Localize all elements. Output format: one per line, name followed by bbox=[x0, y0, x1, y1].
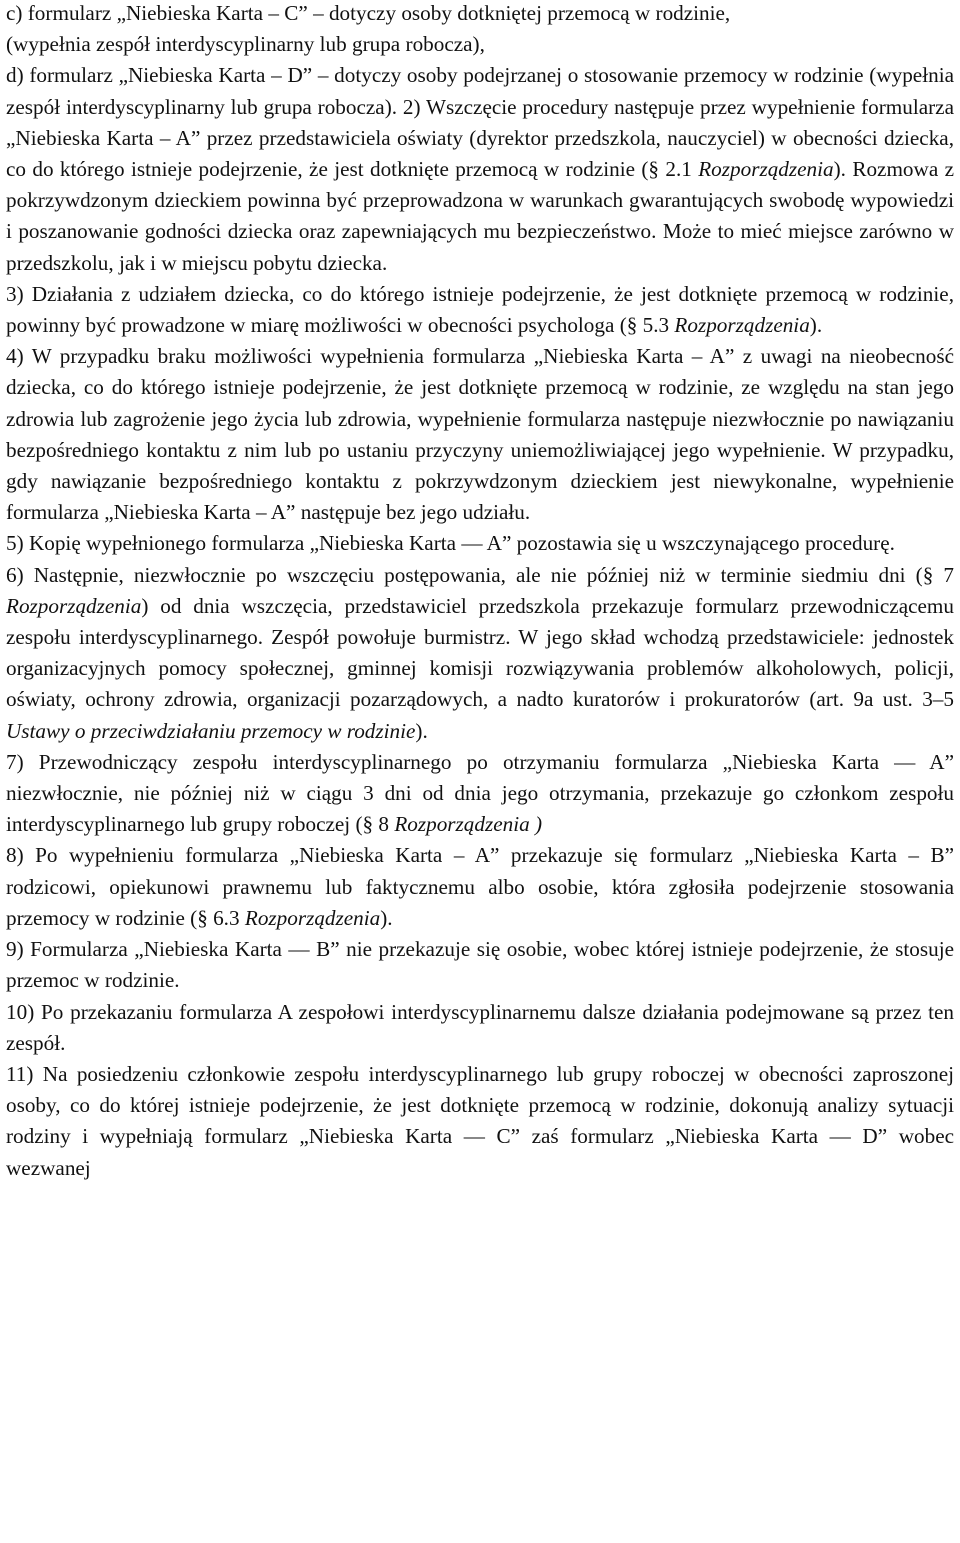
paragraph-11 bbox=[6, 1059, 954, 1184]
paragraph-text-tail: ). bbox=[380, 905, 393, 930]
paragraph-d-and-2 bbox=[6, 60, 954, 278]
paragraph-c-note bbox=[6, 29, 954, 60]
paragraph-text: 10) Po przekazaniu formularza A zespołowi interdyscyplinarnemu dalsze działania podejmowane są przez ten zespół. bbox=[6, 999, 954, 1055]
paragraph-text-tail: ). bbox=[415, 718, 428, 743]
paragraph-c bbox=[6, 0, 954, 29]
citation-italic-law: Ustawy o przeciwdziałaniu przemocy w rodzinie bbox=[6, 718, 416, 743]
paragraph-text: 9) Formularza „Niebieska Karta — B” nie przekazuje się osobie, wobec której istnieje podejrzenie, że stosuje przemoc w rodzinie. bbox=[6, 937, 954, 993]
paragraph-text: 11) Na posiedzeniu członkowie zespołu interdyscyplinarnego lub grupy roboczej w obecności zaproszonej osoby, co do której istnieje podejrzenie, że jest dotknięte przemocą w rodzinie, dokonują analizy sytuacji rodziny i wypełniają formularz „Niebieska Karta — C” zaś formularz „Niebieska Karta — D” wobec wezwanej bbox=[6, 1061, 954, 1180]
paragraph-text: d) formularz „Niebieska Karta – D” – dotyczy osoby podejrzanej o stosowanie przemocy w rodzinie (wypełnia zespół interdyscyplinarny lub grupa robocza). 2) Wszczęcie procedury następuje przez wypełnienie formularza „Niebieska Karta – A” przez przedstawiciela oświaty (dyrektor przedszkola, nauczyciel) w obecności dziecka, co do którego istnieje podejrzenie, że jest dotknięte przemocą w rodzinie (§ 2.1 bbox=[6, 63, 954, 182]
paragraph-text: 4) W przypadku braku możliwości wypełnienia formularza „Niebieska Karta – A” z uwagi na nieobecność dziecka, co do którego istnieje podejrzenie, że jest dotknięte przemocą w rodzinie, ze względu na stan jego zdrowia lub zagrożenie jego życia lub zdrowia, wypełnienie formularza następuje niezwłocznie po nawiązaniu bezpośredniego kontaktu z nim lub po ustaniu przyczyny uniemożliwiającej jego wypełnienie. W przypadku, gdy nawiązanie bezpośredniego kontaktu z pokrzywdzonym dzieckiem jest niewykonalne, wypełnienie formularza „Niebieska Karta – A” następuje bez jego udziału. bbox=[6, 344, 954, 525]
paragraph-6 bbox=[6, 560, 954, 747]
citation-italic: Rozporządzenia bbox=[698, 157, 834, 182]
paragraph-8 bbox=[6, 840, 954, 934]
citation-italic: Rozporządzenia bbox=[244, 905, 381, 930]
citation-italic: Rozporządzenia bbox=[674, 313, 810, 338]
citation-italic: Rozporządzenia ) bbox=[394, 812, 543, 837]
paragraph-7 bbox=[6, 747, 954, 841]
paragraph-4 bbox=[6, 341, 954, 528]
paragraph-text: 5) Kopię wypełnionego formularza „Niebieska Karta — A” pozostawia się u wszczynającego procedurę. bbox=[6, 531, 895, 556]
paragraph-text: 6) Następnie, niezwłocznie po wszczęciu postępowania, ale nie później niż w terminie siedmiu dni (§ 7 bbox=[6, 562, 954, 587]
citation-italic: Rozporządzenia bbox=[6, 593, 142, 618]
paragraph-text-tail: ) od dnia wszczęcia, przedstawiciel przedszkola przekazuje formularz przewodniczącemu zespołu interdyscyplinarnego. Zespół powołuje burmistrz. W jego skład wchodzą przedstawiciele: jednostek organizacyjnych pomocy społecznej, gminnej komisji rozwiązywania problemów alkoholowych, policji, oświaty, ochrony zdrowia, organizacji pozarządowych, a nadto kuratorów i prokuratorów (art. 9a ust. 3–5 bbox=[6, 593, 954, 712]
paragraph-10 bbox=[6, 997, 954, 1059]
paragraph-text-tail: ). bbox=[809, 313, 823, 338]
paragraph-text-tail: ). Rozmowa z pokrzywdzonym dzieckiem powinna być przeprowadzona w warunkach gwarantujących swobodę wypowiedzi i poszanowanie godności dziecka oraz zapewniających mu bezpieczeństwo. Może to mieć miejsce zarówno w przedszkolu, jak i w miejscu pobytu dziecka. bbox=[6, 157, 955, 275]
paragraph-text: 8) Po wypełnieniu formularza „Niebieska Karta – A” przekazuje się formularz „Niebieska Karta – B” rodzicowi, opiekunowi prawnemu lub faktycznemu albo osobie, która zgłosiła podejrzenie stosowania przemocy w rodzinie (§ 6.3 bbox=[6, 843, 954, 930]
paragraph-text: 3) Działania z udziałem dziecka, co do którego istnieje podejrzenie, że jest dotknięte przemocą w rodzinie, powinny być prowadzone w miarę możliwości w obecności psychologa (§ 5.3 bbox=[6, 281, 954, 338]
paragraph-9 bbox=[6, 934, 954, 996]
paragraph-text: 7) Przewodniczący zespołu interdyscyplinarnego po otrzymaniu formularza „Niebieska Karta — A” niezwłocznie, nie później niż w ciągu 3 dni od dnia jego otrzymania, przekazuje go członkom zespołu interdyscyplinarnego lub grupy roboczej (§ 8 bbox=[6, 749, 954, 837]
paragraph-3 bbox=[6, 279, 954, 341]
paragraph-text: c) formularz „Niebieska Karta – C” – dotyczy osoby dotkniętej przemocą w rodzinie, bbox=[6, 1, 731, 25]
paragraph-5 bbox=[6, 528, 954, 559]
paragraph-text: (wypełnia zespół interdyscyplinarny lub grupa robocza), bbox=[6, 32, 485, 57]
